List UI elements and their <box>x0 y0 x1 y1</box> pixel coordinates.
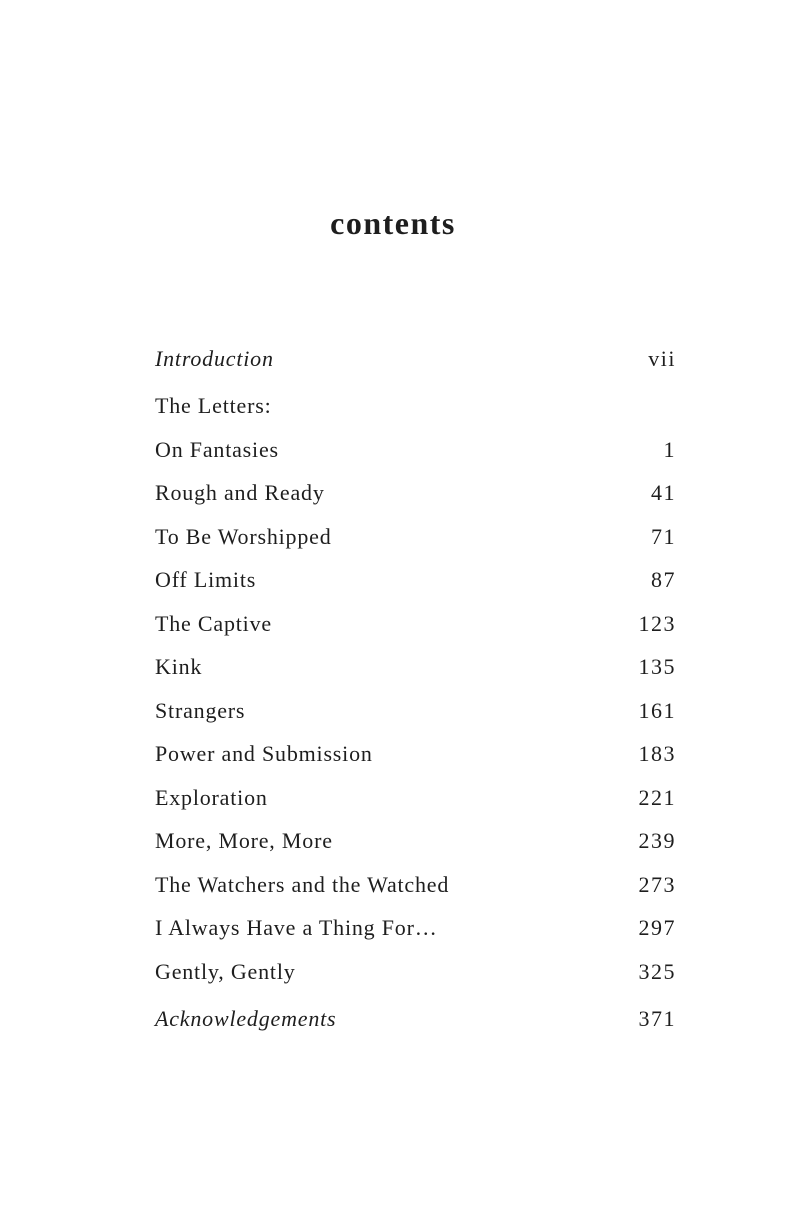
toc-entry-label: Gently, Gently <box>155 958 296 984</box>
toc-entry-page: 1 <box>663 436 676 462</box>
toc-entry <box>155 654 676 698</box>
toc-entry-page: 41 <box>651 480 676 505</box>
toc-entry <box>155 611 676 655</box>
table-of-contents <box>155 346 676 1049</box>
toc-entry <box>155 872 676 916</box>
toc-entry-page: 183 <box>638 741 676 766</box>
toc-entry-label: The Captive <box>155 610 272 636</box>
toc-entry <box>155 915 676 959</box>
toc-entry <box>155 785 676 829</box>
toc-entry <box>155 480 676 524</box>
toc-entry-page: 87 <box>651 567 676 592</box>
toc-entry-page: 239 <box>638 828 676 853</box>
toc-entry-acknowledgements <box>155 1006 676 1050</box>
toc-entry-label: Introduction <box>155 346 274 371</box>
toc-entry-label: Exploration <box>155 784 268 810</box>
toc-entry-label: Rough and Ready <box>155 480 325 505</box>
toc-entry <box>155 567 676 611</box>
toc-entry-label: The Letters: <box>155 393 272 418</box>
toc-entry-label: The Watchers and the Watched <box>155 871 450 897</box>
toc-entry-page: 297 <box>638 915 676 940</box>
toc-entry <box>155 698 676 742</box>
toc-entry-label: Power and Submission <box>155 741 373 766</box>
toc-entry <box>155 828 676 872</box>
toc-entry <box>155 524 676 568</box>
toc-entry-label: Strangers <box>155 697 246 723</box>
toc-entry-label: Kink <box>155 654 203 679</box>
toc-entry-page: 371 <box>638 1005 676 1031</box>
toc-entry-page: 123 <box>638 610 676 636</box>
toc-entry-label: To Be Worshipped <box>155 523 332 549</box>
toc-entry-label: On Fantasies <box>155 436 279 462</box>
toc-entry <box>155 959 676 1006</box>
toc-section-heading <box>155 393 676 437</box>
page-title: contents <box>330 205 456 241</box>
toc-entry-page: 71 <box>651 523 676 549</box>
toc-entry-page: 273 <box>638 871 676 897</box>
toc-entry-page: vii <box>648 346 676 371</box>
toc-entry <box>155 437 676 481</box>
toc-entry-label: Acknowledgements <box>155 1005 337 1031</box>
toc-entry-page: 221 <box>638 784 676 810</box>
toc-entry-label: I Always Have a Thing For… <box>155 915 438 940</box>
toc-entry-introduction <box>155 346 676 393</box>
toc-entry-page: 161 <box>638 697 676 723</box>
toc-entry-label: More, More, More <box>155 828 333 853</box>
toc-entry <box>155 741 676 785</box>
toc-entry-page: 325 <box>638 958 676 984</box>
toc-entry-page: 135 <box>638 654 676 679</box>
toc-entry-label: Off Limits <box>155 567 257 592</box>
